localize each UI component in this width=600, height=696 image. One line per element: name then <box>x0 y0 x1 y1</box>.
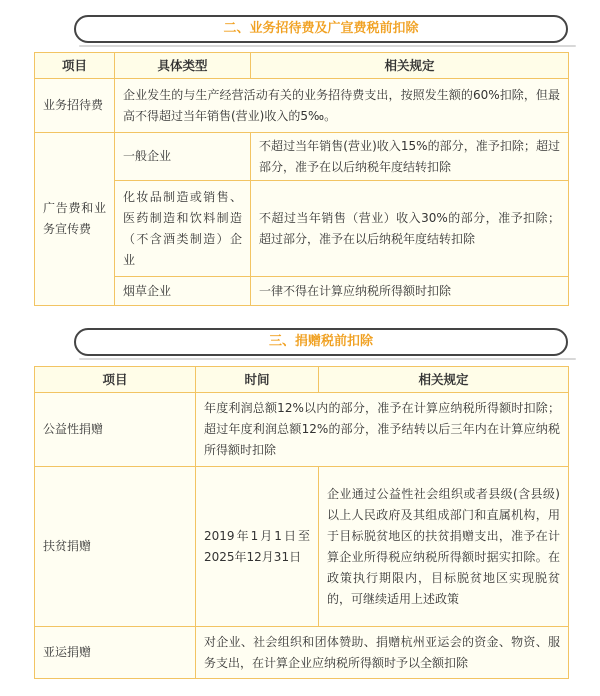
advertising-type: 烟草企业 <box>115 277 251 306</box>
entertainment-item: 业务招待费 <box>35 79 115 133</box>
section3-table <box>34 366 569 679</box>
poverty-time: 2019年1月1日至2025年12月31日 <box>196 467 319 627</box>
poverty-rule: 企业通过公益性社会组织或者县级(含县级)以上人民政府及其组成部门和直属机构，用于目标脱贫地区的扶贫捐赠支出，准予在计算企业所得税应纳税所得额时据实扣除。在政策执行期限内，目标脱贫地区实现脱贫的，可继续适用上述政策 <box>319 467 569 627</box>
advertising-item: 广告费和业务宣传费 <box>35 133 115 306</box>
entertainment-rule: 企业发生的与生产经营活动有关的业务招待费支出，按照发生额的60%扣除，但最高不得超过当年销售(营业)收入的5‰。 <box>115 79 569 133</box>
advertising-rule: 不超过当年销售（营业）收入30%的部分，准予扣除；超过部分，准予在以后纳税年度结转扣除 <box>251 181 569 277</box>
section3-title: 三、捐赠税前扣除 <box>268 334 373 349</box>
table-row <box>35 627 569 679</box>
table-header-row <box>35 53 569 79</box>
table-row <box>35 79 569 133</box>
table-row <box>35 277 569 306</box>
advertising-type: 一般企业 <box>115 133 251 181</box>
section2-table <box>34 52 569 306</box>
header-rule: 相关规定 <box>251 53 569 79</box>
advertising-type: 化妆品制造或销售、医药制造和饮料制造（不含酒类制造）企业 <box>115 181 251 277</box>
section2-title: 二、业务招待费及广宣费税前扣除 <box>223 21 419 36</box>
welfare-item: 公益性捐赠 <box>35 393 196 467</box>
asian-games-item: 亚运捐赠 <box>35 627 196 679</box>
asian-games-rule: 对企业、社会组织和团体赞助、捐赠杭州亚运会的资金、物资、服务支出，在计算企业应纳税所得额时予以全额扣除 <box>196 627 569 679</box>
advertising-rule: 一律不得在计算应纳税所得额时扣除 <box>251 277 569 306</box>
header-item: 项目 <box>35 367 196 393</box>
section2-title-banner <box>74 15 568 43</box>
header-type: 具体类型 <box>115 53 251 79</box>
header-time: 时间 <box>196 367 319 393</box>
advertising-rule: 不超过当年销售(营业)收入15%的部分，准予扣除；超过部分，准予在以后纳税年度结转扣除 <box>251 133 569 181</box>
header-item: 项目 <box>35 53 115 79</box>
table-row <box>35 133 569 181</box>
table-row <box>35 467 569 627</box>
welfare-rule: 年度利润总额12%以内的部分，准予在计算应纳税所得额时扣除；超过年度利润总额12%的部分，准予结转以后三年内在计算应纳税所得额时扣除 <box>196 393 569 467</box>
table-header-row <box>35 367 569 393</box>
table-row <box>35 181 569 277</box>
section3-title-banner <box>74 328 568 356</box>
header-rule: 相关规定 <box>319 367 569 393</box>
poverty-item: 扶贫捐赠 <box>35 467 196 627</box>
table-row <box>35 393 569 467</box>
